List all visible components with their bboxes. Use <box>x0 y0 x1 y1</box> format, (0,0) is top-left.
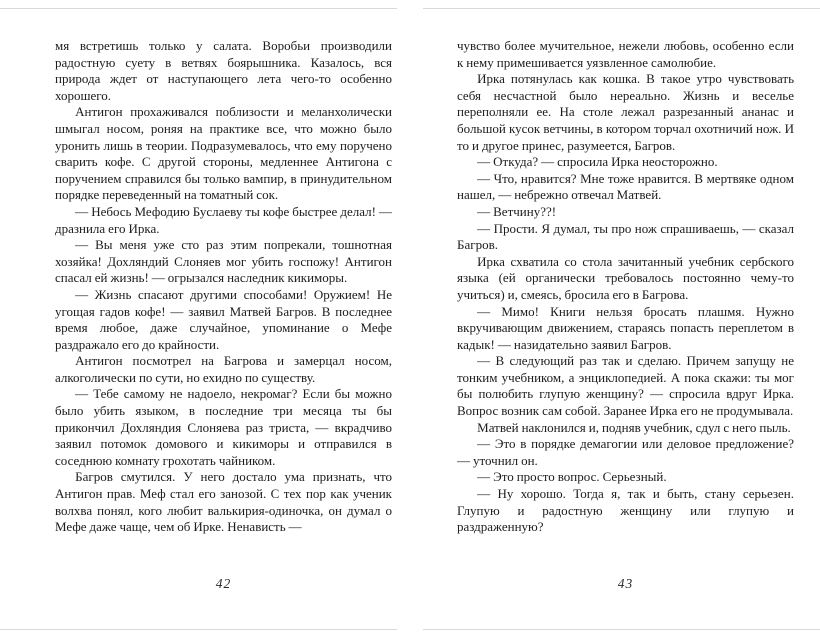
paragraph: Ирка потянулась как кошка. В такое утро чувствовать себя несчастной было нереально. Жизнь и веселье переполняли ее. На столе лежал разрезанный ананас и большой кусок ветчины, в котором торчал охотничий нож. И то и другое принес, разумеется, Багров. <box>457 71 794 153</box>
paragraph: Ирка схватила со стола зачитанный учебник сербского языка (ей органически требовалось постоянно чему-то учиться) и, смеясь, бросила его в Багрова. <box>457 253 794 302</box>
page-top-rule <box>0 8 397 9</box>
paragraph: мя встретишь только у салата. Воробьи производили радостную суету в ветвях боярышника. Казалось, вся природа ждет от наступающего лета чего-то особенно хорошего. <box>55 38 392 103</box>
paragraph: — Вы меня уже сто раз этим попрекали, тошнотная хозяйка! Дохляндий Слоняев мог убить госпожу! Антигон спасал ей жизнь! — огрызался наследник кикиморы. <box>55 237 392 286</box>
page-text <box>457 38 794 572</box>
paragraph: Багров смутился. У него достало ума признать, что Антигон прав. Меф стал его занозой. С тех пор как ученик волхва понял, кого любит валькирия-одиночка, он думал о Мефе даже чаще, чем об Ирке. Ненависть — <box>55 469 392 535</box>
page-text <box>55 38 392 572</box>
page-bottom-rule <box>423 629 820 630</box>
paragraph: чувство более мучительное, нежели любовь, особенно если к нему примешивается уязвленное самолюбие. <box>457 38 794 70</box>
paragraph: — В следующий раз так и сделаю. Причем запущу не тонким учебником, а энциклопедией. А пока скажи: ты мог бы полюбить глупую женщину? — спросила вдруг Ирка. Вопрос возник сам собой. Заранее Ирка его не продумывала. <box>457 353 794 419</box>
page-top-rule <box>423 8 820 9</box>
page-number: 43 <box>617 576 634 591</box>
paragraph: Антигон посмотрел на Багрова и замерцал носом, алкоголически по сути, но ехидно по существу. <box>55 353 392 385</box>
page-bottom-rule <box>0 629 397 630</box>
page-number: 42 <box>215 576 232 591</box>
paragraph: — Ветчину??! <box>477 203 557 219</box>
paragraph: Матвей наклонился и, подняв учебник, сдул с него пыль. <box>477 419 791 435</box>
paragraph: — Это просто вопрос. Серьезный. <box>477 469 667 485</box>
paragraph: — Жизнь спасают другими способами! Оружием! Не угощая гадов кофе! — заявил Матвей Багров. В последнее время любое, даже случайное, упоминание о Мефе раздражало его до крайности. <box>55 286 392 352</box>
paragraph: Антигон прохаживался поблизости и меланхолически шмыгал носом, роняя на практике все, что можно было уронить лишь в теории. Подразумевалось, что ему поручено сварить кофе. С другой стороны, медленнее Антигона с поручением справился бы только вампир, в принудительном порядке переведенный на томатный сок. <box>55 104 392 203</box>
paragraph: — Тебе самому не надоело, некромаг? Если бы можно было убить языком, в последние три месяца ты бы прикончил Дохляндия Слоняева раз триста, — вкрадчиво заявил потомок домового и кикиморы и отправился в соседнюю комнату грохотать чайником. <box>55 386 392 468</box>
paragraph: — Небось Мефодию Буслаеву ты кофе быстрее делал! — дразнила его Ирка. <box>55 203 392 236</box>
paragraph: — Прости. Я думал, ты про нож спрашиваешь, — сказал Багров. <box>457 220 794 253</box>
paragraph: — Что, нравится? Мне тоже нравится. В мертвяке одном нашел, — небрежно отвечал Матвей. <box>457 170 794 203</box>
paragraph: — Это в порядке демагогии или деловое предложение? — уточнил он. <box>457 436 794 468</box>
paragraph: — Откуда? — спросила Ирка неосторожно. <box>477 154 718 170</box>
paragraph: — Ну хорошо. Тогда я, так и быть, стану серьезен. Глупую и радостную женщину или глупую и раздраженную? <box>457 486 794 535</box>
page-right <box>410 0 820 639</box>
paragraph: — Мимо! Книги нельзя бросать плашмя. Нужно вкручивающим движением, стараясь попасть переплетом в кадык! — назидательно заявил Багров. <box>457 303 794 352</box>
